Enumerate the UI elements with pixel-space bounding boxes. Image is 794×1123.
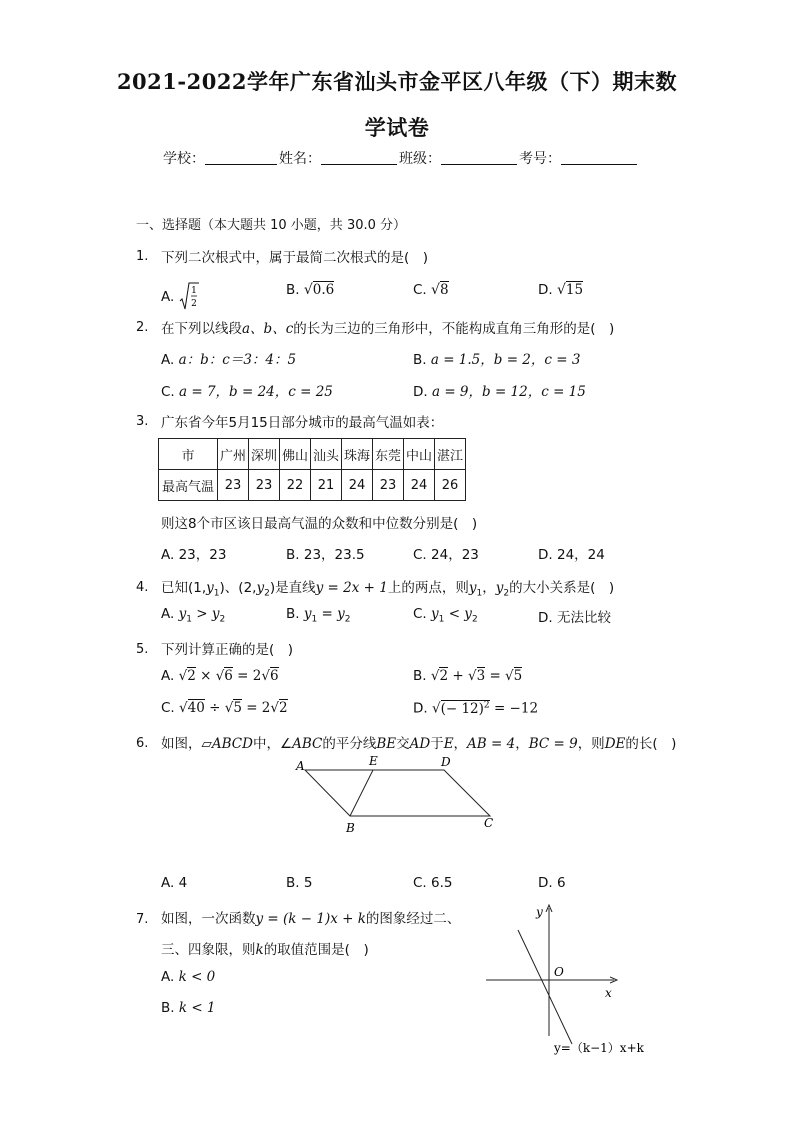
exam-no-label: 考号： [519, 151, 561, 167]
q4-line-equation: y = 2x + 1 [315, 580, 388, 596]
function-line [518, 930, 572, 1044]
student-info-line [163, 148, 639, 168]
table-cell: 深圳 [249, 439, 280, 470]
q5-stem: 下列计算正确的是( ) [161, 642, 294, 658]
table-cell: 汕头 [311, 439, 342, 470]
table-cell: 市 [159, 439, 218, 470]
q6-option-c[interactable]: C. 6.5 [413, 875, 453, 891]
q2-number: 2. [136, 320, 149, 335]
x-axis-label: x [605, 986, 612, 1000]
exam-title-line1: 2021-2022学年广东省汕头市金平区八年级（下）期末数 [116, 69, 678, 94]
q4-option-c[interactable]: C. $y_1 < y_2$ [413, 606, 478, 625]
table-cell: 东莞 [373, 439, 404, 470]
q3-option-b[interactable]: B. 23，23.5 [286, 547, 365, 563]
q7-function: y = (k − 1)x + k [255, 911, 366, 927]
vertex-label-e: E [369, 754, 378, 768]
table-cell: 最高气温 [159, 470, 218, 501]
q5-option-b[interactable]: B. √2 + √3 = √5 [413, 668, 523, 684]
q5-option-a[interactable]: A. √2 × √6 = 2√6 [161, 668, 279, 684]
q1-a-sqrt-fraction [179, 282, 199, 312]
table-cell: 26 [435, 470, 466, 501]
q4-option-a[interactable]: A. $y_1 > y_2$ [161, 606, 226, 625]
q3-option-a[interactable]: A. 23，23 [161, 547, 227, 563]
q6-option-a[interactable]: A. 4 [161, 875, 188, 891]
q2-option-c[interactable]: C. a = 7，b = 24，c = 25 [161, 384, 333, 400]
q1-option-c[interactable]: C. √8 [413, 282, 449, 298]
q7-option-b[interactable]: B. k < 1 [161, 1000, 216, 1016]
q1-option-d[interactable]: D. √15 [538, 282, 584, 298]
q6-option-b[interactable]: B. 5 [286, 875, 313, 891]
linear-function-graph [484, 904, 674, 1056]
q4-number: 4. [136, 580, 149, 595]
table-cell: 24 [404, 470, 435, 501]
q2-option-d[interactable]: D. a = 9，b = 12，c = 15 [413, 384, 586, 400]
q2-option-b[interactable]: B. a = 1.5，b = 2，c = 3 [413, 352, 581, 368]
q3-option-c[interactable]: C. 24，23 [413, 547, 479, 563]
q1-b-radicand: 0.6 [312, 282, 335, 298]
q6-number: 6. [136, 736, 149, 751]
q4-option-d[interactable]: D. 无法比较 [538, 610, 611, 626]
q1-c-radicand: 8 [439, 282, 449, 298]
q3-follow-text: 则这8个市区该日最高气温的众数和中位数分别是( ) [161, 516, 478, 532]
q7-number: 7. [136, 912, 149, 927]
q5-number: 5. [136, 642, 149, 657]
table-row-values [159, 470, 466, 501]
name-blank[interactable] [321, 150, 397, 165]
table-cell: 佛山 [280, 439, 311, 470]
q6-stem: 如图，▱ABCD中，∠ABC的平分线BE交AD于E，AB = 4，BC = 9，则DE的长( ) [161, 736, 677, 752]
temperature-table [158, 438, 466, 501]
exam-title-line2: 学试卷 [364, 115, 430, 140]
table-cell: 珠海 [342, 439, 373, 470]
q5-option-c[interactable]: C. √40 ÷ √5 = 2√2 [161, 700, 288, 716]
q4-option-b[interactable]: B. $y_1 = y_2$ [286, 606, 351, 625]
vertex-label-c: C [484, 816, 494, 830]
q7-stem: 如图，一次函数y = (k − 1)x + k的图象经过二、 [161, 911, 461, 927]
vertex-label-a: A [296, 759, 305, 773]
class-blank[interactable] [441, 150, 517, 165]
school-blank[interactable] [205, 150, 277, 165]
table-cell: 24 [342, 470, 373, 501]
y-axis-label: y [536, 905, 543, 919]
q2-stem: 在下列以线段a、b、c的长为三边的三角形中，不能构成直角三角形的是( ) [161, 321, 615, 337]
section-heading: 一、选择题（本大题共 10 小题，共 30.0 分） [136, 218, 407, 233]
school-label: 学校： [163, 151, 205, 167]
name-label: 姓名： [279, 151, 321, 167]
q1-d-radicand: 15 [565, 282, 584, 298]
origin-label: O [554, 965, 564, 979]
table-cell: 湛江 [435, 439, 466, 470]
q2-option-a[interactable]: A. a：b：c＝3：4：5 [161, 352, 297, 368]
q2-variables: a、b、c [242, 321, 294, 337]
table-cell: 中山 [404, 439, 435, 470]
q5-option-d[interactable]: D. √(− 12)$^2$ = −12 [413, 700, 539, 717]
q3-number: 3. [136, 414, 149, 429]
table-cell: 23 [218, 470, 249, 501]
q1-option-b[interactable]: B. √0.6 [286, 282, 335, 298]
q1-stem: 下列二次根式中，属于最简二次根式的是( ) [161, 250, 429, 266]
q1-number: 1. [136, 249, 149, 264]
vertex-label-b: B [346, 821, 355, 835]
q6-option-d[interactable]: D. 6 [538, 875, 566, 891]
table-cell: 22 [280, 470, 311, 501]
table-cell: 广州 [218, 439, 249, 470]
q3-stem: 广东省今年5月15日部分城市的最高气温如表： [161, 415, 444, 431]
q7-stem-line2: 三、四象限，则k的取值范围是( ) [161, 942, 369, 958]
table-cell: 23 [249, 470, 280, 501]
vertex-label-d: D [441, 755, 451, 769]
q1-option-a[interactable]: A. 1 2 [161, 282, 199, 312]
table-cell: 21 [311, 470, 342, 501]
q1-a-denominator: 2 [190, 299, 197, 309]
exam-no-blank[interactable] [561, 150, 637, 165]
q7-option-a[interactable]: A. k < 0 [161, 969, 216, 985]
table-row-header [159, 439, 466, 470]
class-label: 班级： [399, 151, 441, 167]
q3-option-d[interactable]: D. 24，24 [538, 547, 605, 563]
parallelogram-figure [292, 754, 502, 838]
q1-a-numerator: 1 [190, 286, 197, 296]
table-cell: 23 [373, 470, 404, 501]
function-caption: y=（k−1）x+k [554, 1041, 644, 1055]
q4-stem: 已知$(1,y_1)$、$(2,y_2)$是直线y = 2x + 1上的两点，则$y_1$，$y_2$的大小关系是( ) [161, 580, 615, 599]
